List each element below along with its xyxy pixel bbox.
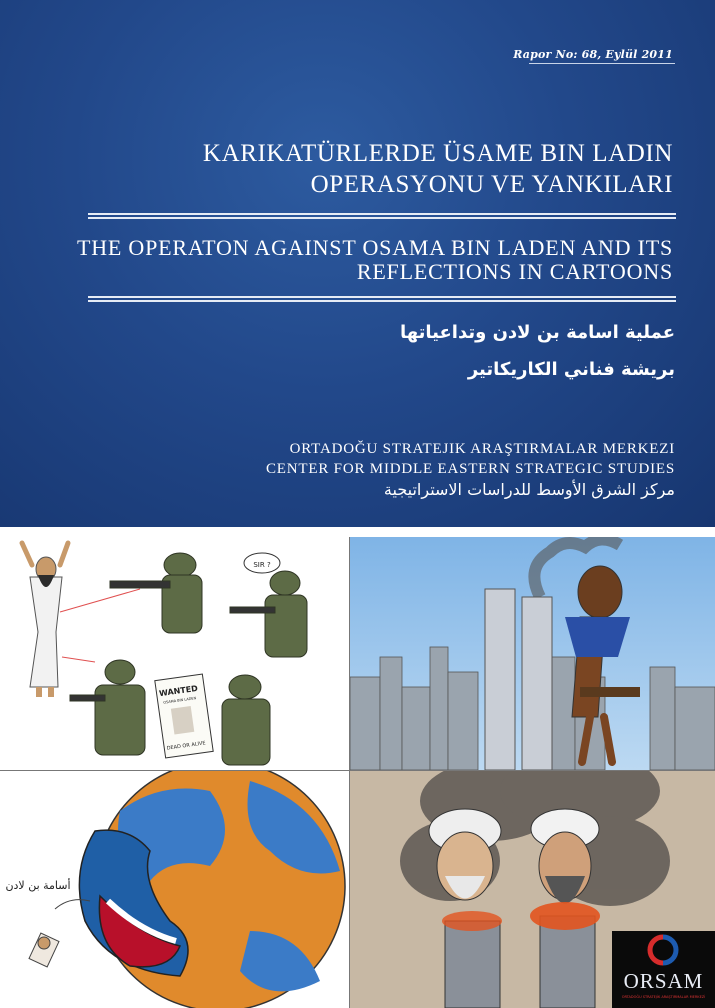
speech-bubble-text: SIR ?: [253, 561, 271, 569]
wanted-title: WANTED: [158, 683, 199, 699]
cartoon-arabic-caption: أسامة بن لادن: [5, 879, 71, 892]
title-english: [33, 236, 673, 284]
title-english-line1: THE OPERATON AGAINST OSAMA BIN LADEN AND ITS: [76, 235, 673, 260]
cartoon-twin-towers: [350, 537, 715, 770]
wanted-bottom: DEAD OR ALIVE: [166, 740, 206, 752]
orsam-subtitle: ORTADOĞU STRATEJİK ARAŞTIRMALAR MERKEZİ: [621, 995, 706, 999]
title-divider-top: [88, 213, 676, 219]
report-underline: [529, 63, 675, 64]
report-number: Rapor No: 68, Eylül 2011: [513, 48, 673, 61]
cartoon-divider-horizontal: [0, 770, 715, 771]
wanted-poster: [155, 674, 213, 758]
orsam-wordmark: ORSAM: [623, 969, 704, 993]
org-name-arabic: مركز الشرق الأوسط للدراسات الاستراتيجية: [383, 480, 675, 499]
cartoon-globe-laughing: [0, 771, 349, 1008]
wanted-subtitle: OSAMA BIN LADEN: [163, 696, 197, 705]
title-divider-bottom: [88, 296, 676, 302]
title-arabic-line2: بريشة فناني الكاريكاتير: [467, 359, 675, 380]
cartoon-divider-vertical: [349, 537, 350, 1008]
org-name-english: CENTER FOR MIDDLE EASTERN STRATEGIC STUDIES: [266, 461, 675, 477]
title-turkish-line2: OPERASYONU VE YANKILARI: [310, 171, 673, 198]
orsam-ring-icon: [612, 931, 715, 971]
title-arabic-line1: عملية اسامة بن لادن وتداعياتها: [399, 322, 675, 343]
orsam-logo: [612, 931, 715, 1008]
org-name-turkish: ORTADOĞU STRATEJIK ARAŞTIRMALAR MERKEZI: [289, 441, 675, 457]
title-turkish-line1: KARIKATÜRLERDE ÜSAME BIN LADIN: [202, 140, 673, 167]
cartoon-soldiers-raid: [0, 537, 349, 770]
title-english-line2: REFLECTIONS IN CARTOONS: [356, 259, 673, 284]
title-turkish: [33, 138, 673, 200]
